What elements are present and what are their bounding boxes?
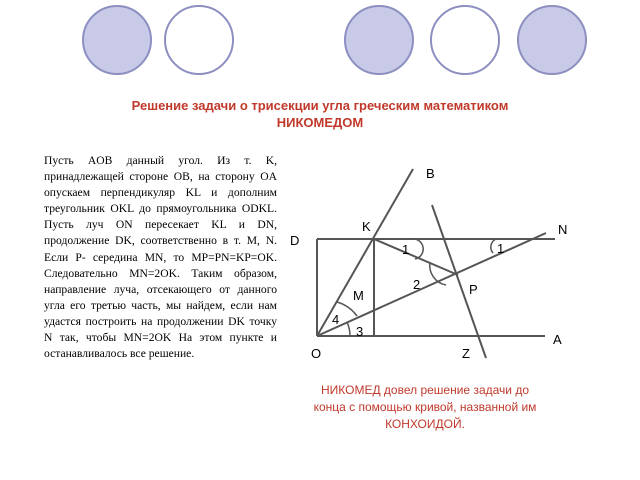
title-line-2: НИКОМЕДОМ xyxy=(276,115,364,130)
label-angle-3: 3 xyxy=(356,324,364,339)
ray-on xyxy=(317,233,546,336)
label-angle-4: 4 xyxy=(332,312,340,327)
label-angle-1-right: 1 xyxy=(497,241,505,256)
solution-text: Пусть AOB данный угол. Из т. K, принадлежащей стороне OB, на сторону OA опускаем перпендикуляр KL и дополним треугольник OKL до прямоугольника ODKL. Пусть луч ON пересекает KL и DN, продолжение DK, соответственно в т. M, N. Если P- середина MN, то MP=PN=KP=OK. Следовательно MN=2OK. Таким образом, направление луча, отсекающего от данного угла его третью часть, мы найдем, если нам удастся построить на продолжении DK точку N так, чтобы MN=2OK На этом пункте и останавливалось все решение. xyxy=(44,154,277,361)
label-p: P xyxy=(469,282,478,297)
label-b: B xyxy=(426,166,435,181)
label-o: O xyxy=(311,346,322,361)
title-line-1: Решение задачи о трисекции угла греческим математиком xyxy=(131,98,509,113)
label-a: A xyxy=(553,332,562,347)
conchoid-note: НИКОМЕД довел решение задачи до конца с помощью кривой, названной им КОНХОИДОЙ. xyxy=(313,383,537,431)
angle-arc-3 xyxy=(347,322,350,336)
angle-arc-4 xyxy=(337,302,357,316)
label-k: K xyxy=(362,219,371,234)
label-z: Z xyxy=(462,346,470,361)
label-angle-2: 2 xyxy=(413,277,421,292)
label-angle-1-left: 1 xyxy=(402,242,410,257)
ray-ob xyxy=(317,169,413,336)
label-n: N xyxy=(558,222,568,237)
angle-arc-1-right xyxy=(491,239,496,253)
label-d: D xyxy=(290,233,300,248)
label-m: M xyxy=(353,288,364,303)
